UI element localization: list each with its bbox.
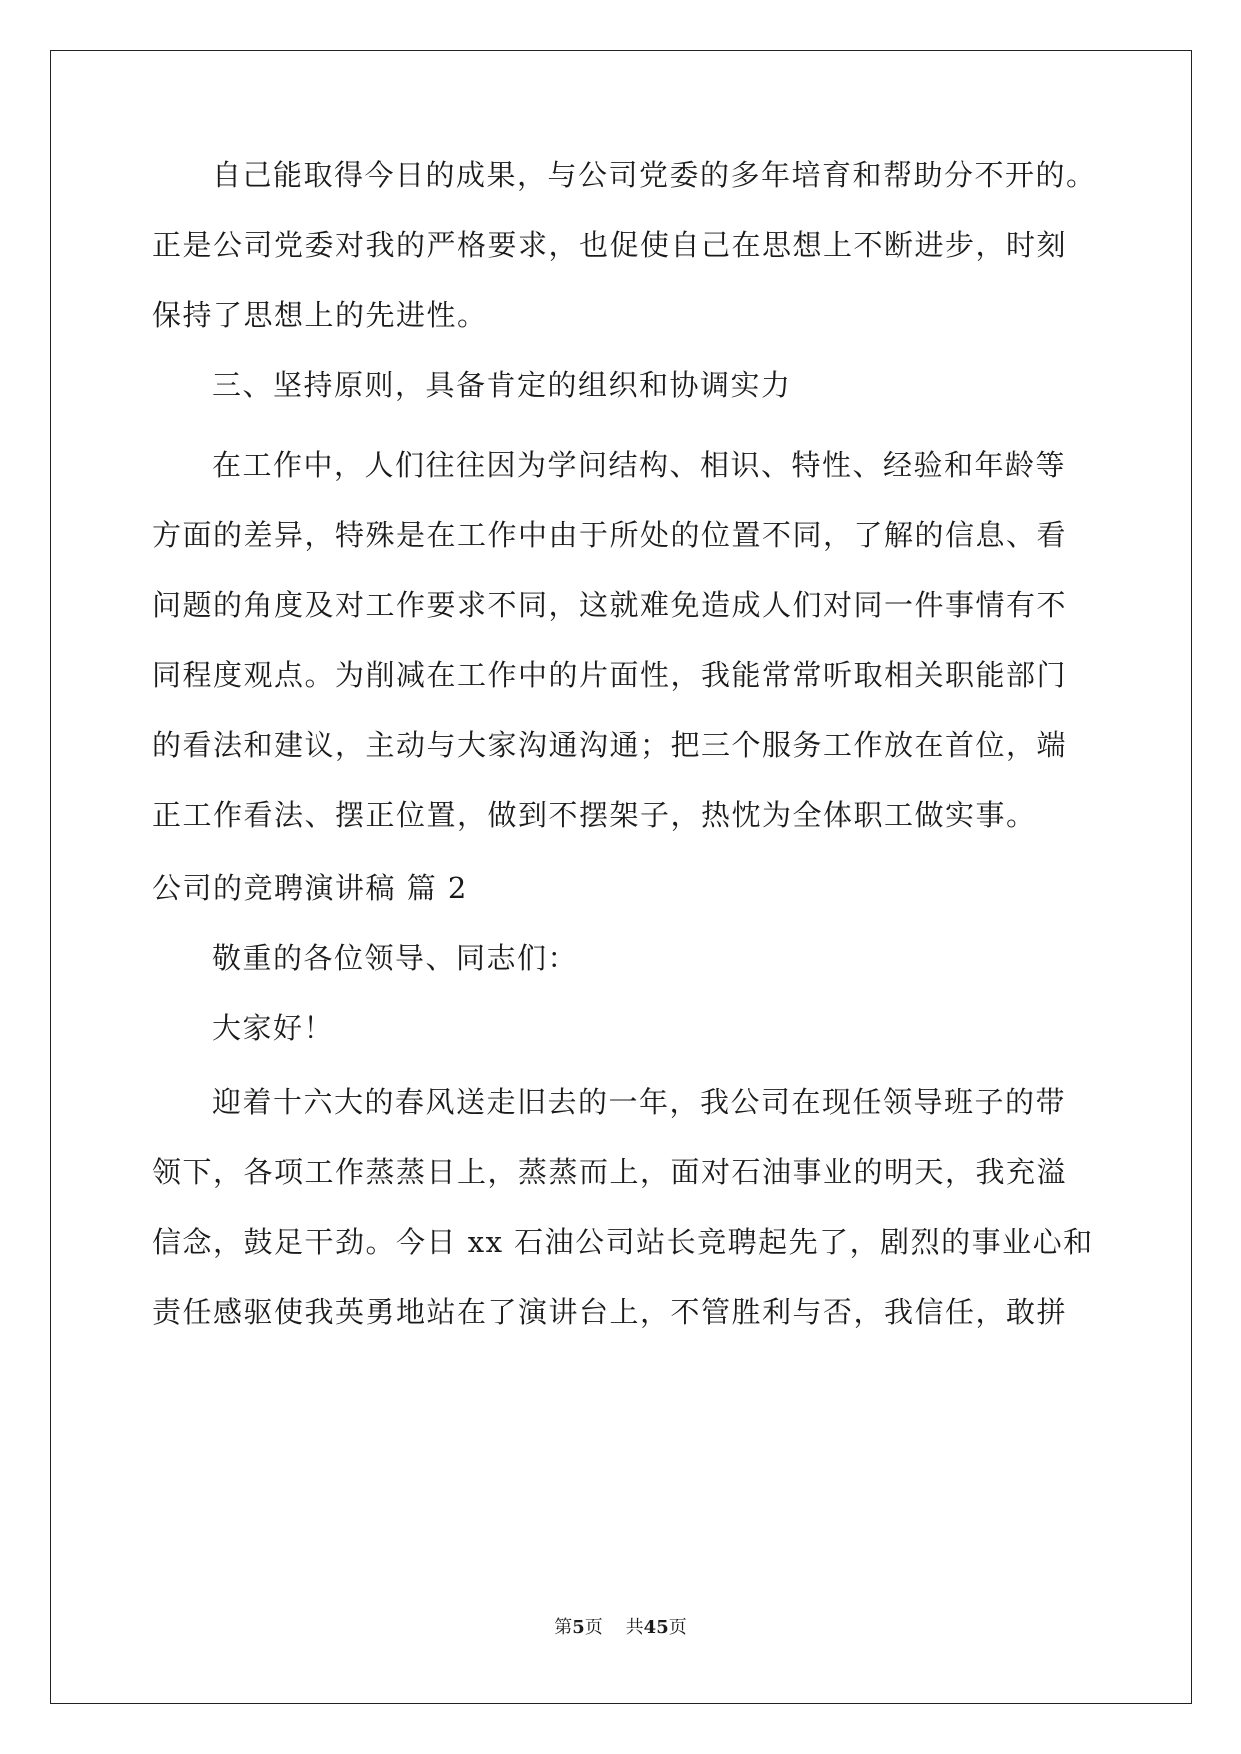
paragraph-line: 责任感驱使我英勇地站在了演讲台上，不管胜利与否，我信任，敢拼 [152, 1295, 1068, 1329]
total-page-number: 45 [643, 1617, 669, 1638]
paragraph-line: 信念，鼓足干劲。今日 xx 石油公司站长竞聘起先了，剧烈的事业心和 [152, 1225, 1094, 1259]
paragraph-line: 的看法和建议，主动与大家沟通沟通；把三个服务工作放在首位，端 [152, 728, 1068, 762]
current-page-number: 5 [572, 1617, 585, 1638]
paragraph-line: 自己能取得今日的成果，与公司党委的多年培育和帮助分不开的。 [212, 158, 1097, 192]
greeting-line: 大家好！ [212, 1011, 335, 1045]
paragraph-line: 领下，各项工作蒸蒸日上，蒸蒸而上，面对石油事业的明天，我充溢 [152, 1155, 1068, 1189]
footer-prefix: 第 [554, 1617, 573, 1638]
greeting-line: 敬重的各位领导、同志们： [212, 941, 579, 975]
section-heading: 公司的竞聘演讲稿 篇 2 [152, 871, 468, 905]
paragraph-line: 在工作中，人们往往因为学问结构、相识、特性、经验和年龄等 [212, 448, 1067, 482]
paragraph-line: 正工作看法、摆正位置，做到不摆架子，热忱为全体职工做实事。 [152, 798, 1037, 832]
footer-mid: 页 共 [584, 1617, 644, 1638]
paragraph-line: 方面的差异，特殊是在工作中由于所处的位置不同，了解的信息、看 [152, 518, 1068, 552]
page-footer [0, 1616, 1241, 1640]
subheading: 三、坚持原则，具备肯定的组织和协调实力 [212, 368, 792, 402]
paragraph-line: 正是公司党委对我的严格要求，也促使自己在思想上不断进步，时刻 [152, 228, 1068, 262]
paragraph-line: 同程度观点。为削减在工作中的片面性，我能常常听取相关职能部门 [152, 658, 1068, 692]
paragraph-line: 问题的角度及对工作要求不同，这就难免造成人们对同一件事情有不 [152, 588, 1068, 622]
footer-suffix: 页 [668, 1617, 687, 1638]
paragraph-line: 保持了思想上的先进性。 [152, 298, 488, 332]
paragraph-line: 迎着十六大的春风送走旧去的一年，我公司在现任领导班子的带 [212, 1085, 1067, 1119]
